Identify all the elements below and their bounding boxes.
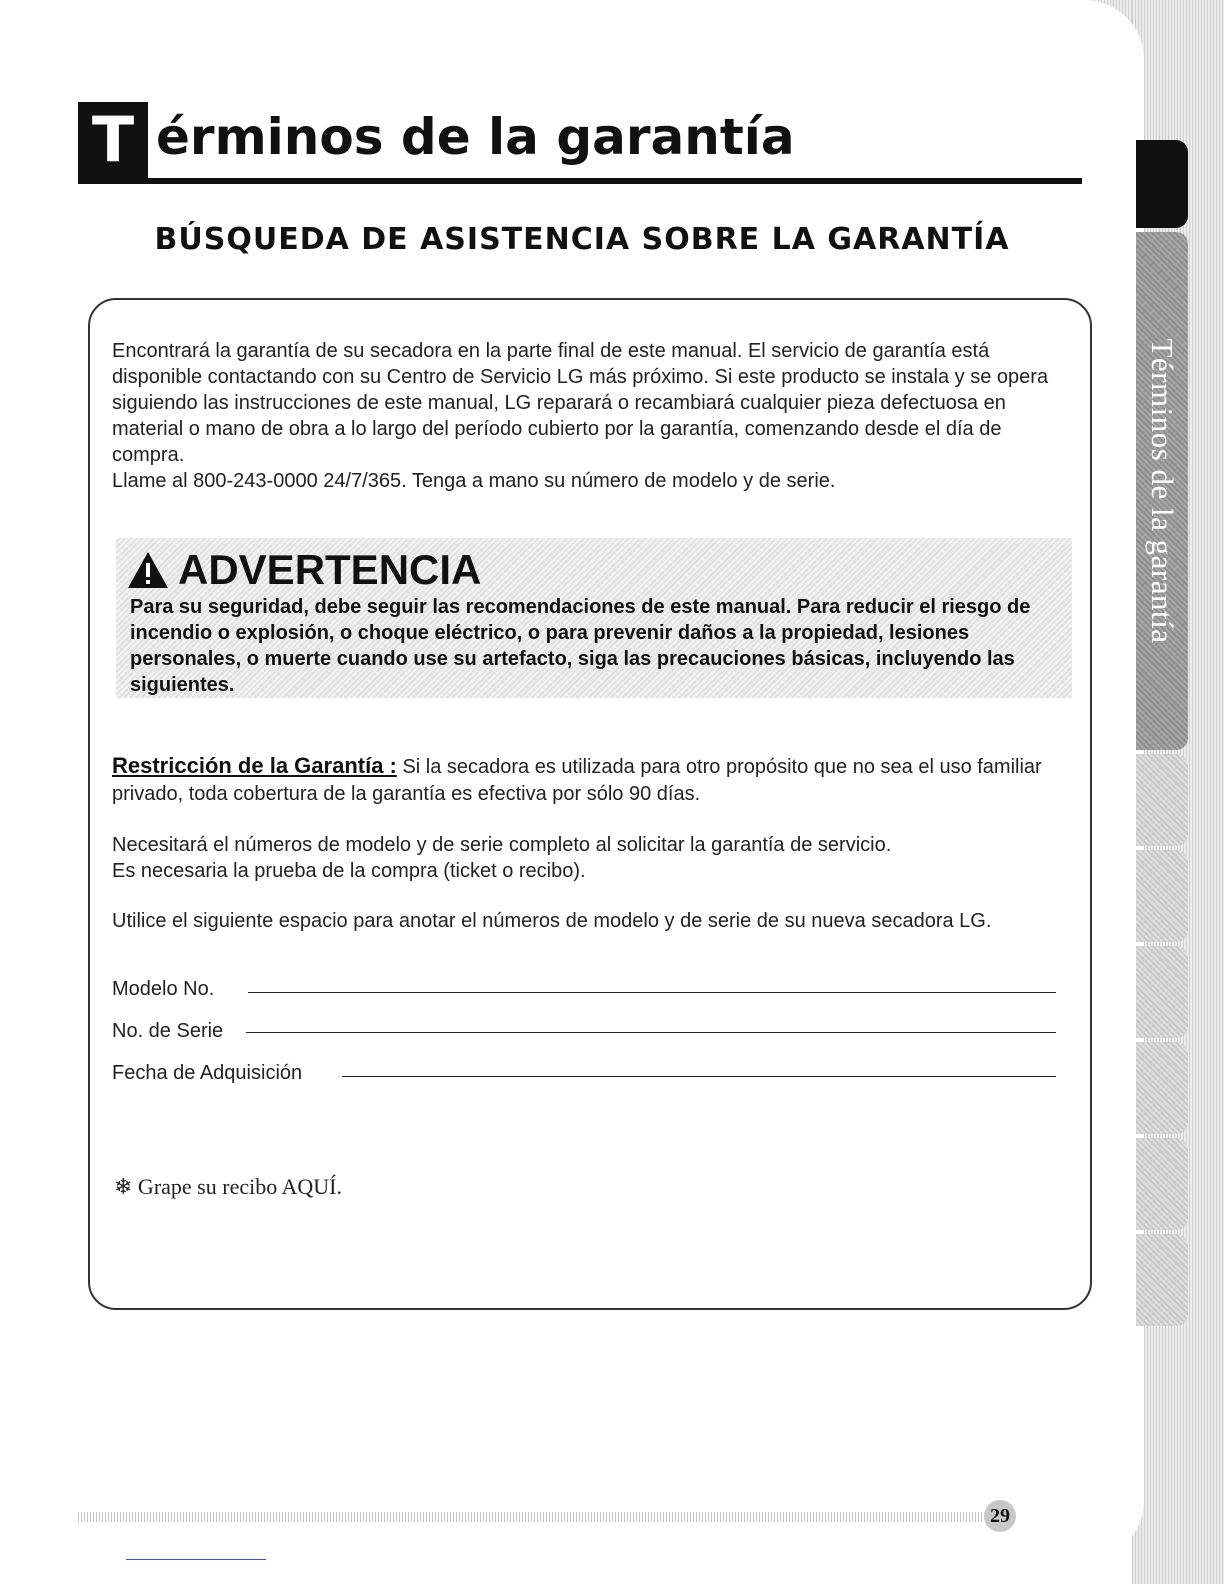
purchase-date-field-label: Fecha de Adquisición [112, 1062, 303, 1084]
side-tab-active-marker[interactable] [1136, 140, 1188, 228]
warning-heading: ADVERTENCIA [178, 546, 482, 593]
page-title [78, 102, 1082, 184]
model-field-label: Modelo No. [112, 978, 215, 1000]
footer-link-rule [126, 1559, 266, 1560]
section-heading: BÚSQUEDA DE ASISTENCIA SOBRE LA GARANTÍA [154, 222, 1010, 257]
restriction-label: Restricción de la Garantía : [112, 753, 397, 778]
model-field-line[interactable] [248, 992, 1056, 993]
serial-field-line[interactable] [246, 1032, 1056, 1033]
side-tab-8[interactable] [1136, 1234, 1188, 1326]
side-tab-7[interactable] [1136, 1138, 1188, 1230]
warning-triangle-icon [126, 550, 170, 590]
intro-paragraph: Encontrará la garantía de su secadora en la parte final de este manual. El servicio de garantía está disponible contactando con su Centro de Servicio LG más próximo. Si este producto se instala y se opera siguiendo las instrucciones de este manual, LG reparará o recambiará cualquier pieza defectuosa en material o mano de obra a lo largo del período cubierto por la garantía, comenzando desde el día de compra. [112, 340, 1049, 466]
requirements-line-1: Necesitará el números de modelo y de serie completo al solicitar la garantía de servicio. [112, 834, 892, 856]
serial-field-label: No. de Serie [112, 1020, 224, 1042]
side-tab-terminos[interactable] [1136, 232, 1188, 750]
requirements-line-2: Es necesaria la prueba de la compra (ticket o recibo). [112, 860, 586, 882]
requirements-text [112, 832, 1078, 884]
side-tab-strip [1136, 140, 1188, 1330]
title-text: érminos de la garantía [156, 108, 795, 166]
side-tab-4[interactable] [1136, 850, 1188, 942]
staple-note: ❄ Grape su recibo AQUÍ. [114, 1174, 342, 1199]
footer-dotted-rule [78, 1512, 984, 1522]
restriction-text: Si la secadora es utilizada para otro propósito que no sea el uso familiar privado, toda cobertura de la garantía es efectiva por sólo 90 días. [112, 756, 1042, 805]
warning-body: Para su seguridad, debe seguir las recomendaciones de este manual. Para reducir el riesgo de incendio o explosión, o choque eléctrico, o para prevenir daños a la propiedad, lesiones personales, o muerte cuando use su artefacto, siga las precauciones básicas, incluyendo las siguientes. [130, 596, 1031, 696]
purchase-date-field-line[interactable] [342, 1076, 1056, 1077]
title-initial-block: T [78, 102, 148, 178]
use-space-instruction: Utilice el siguiente espacio para anotar el números de modelo y de serie de su nueva secadora LG. [112, 910, 992, 932]
side-tab-5[interactable] [1136, 946, 1188, 1038]
warning-header [126, 546, 481, 594]
intro-text [112, 338, 1078, 494]
restriction-paragraph [112, 752, 1078, 808]
side-tab-label: Términos de la garantía [1145, 338, 1180, 644]
intro-call-line: Llame al 800-243-0000 24/7/365. Tenga a mano su número de modelo y de serie. [112, 470, 836, 492]
page-number: 29 [984, 1500, 1016, 1532]
side-tab-3[interactable] [1136, 754, 1188, 846]
warning-box [116, 538, 1072, 698]
side-tab-6[interactable] [1136, 1042, 1188, 1134]
